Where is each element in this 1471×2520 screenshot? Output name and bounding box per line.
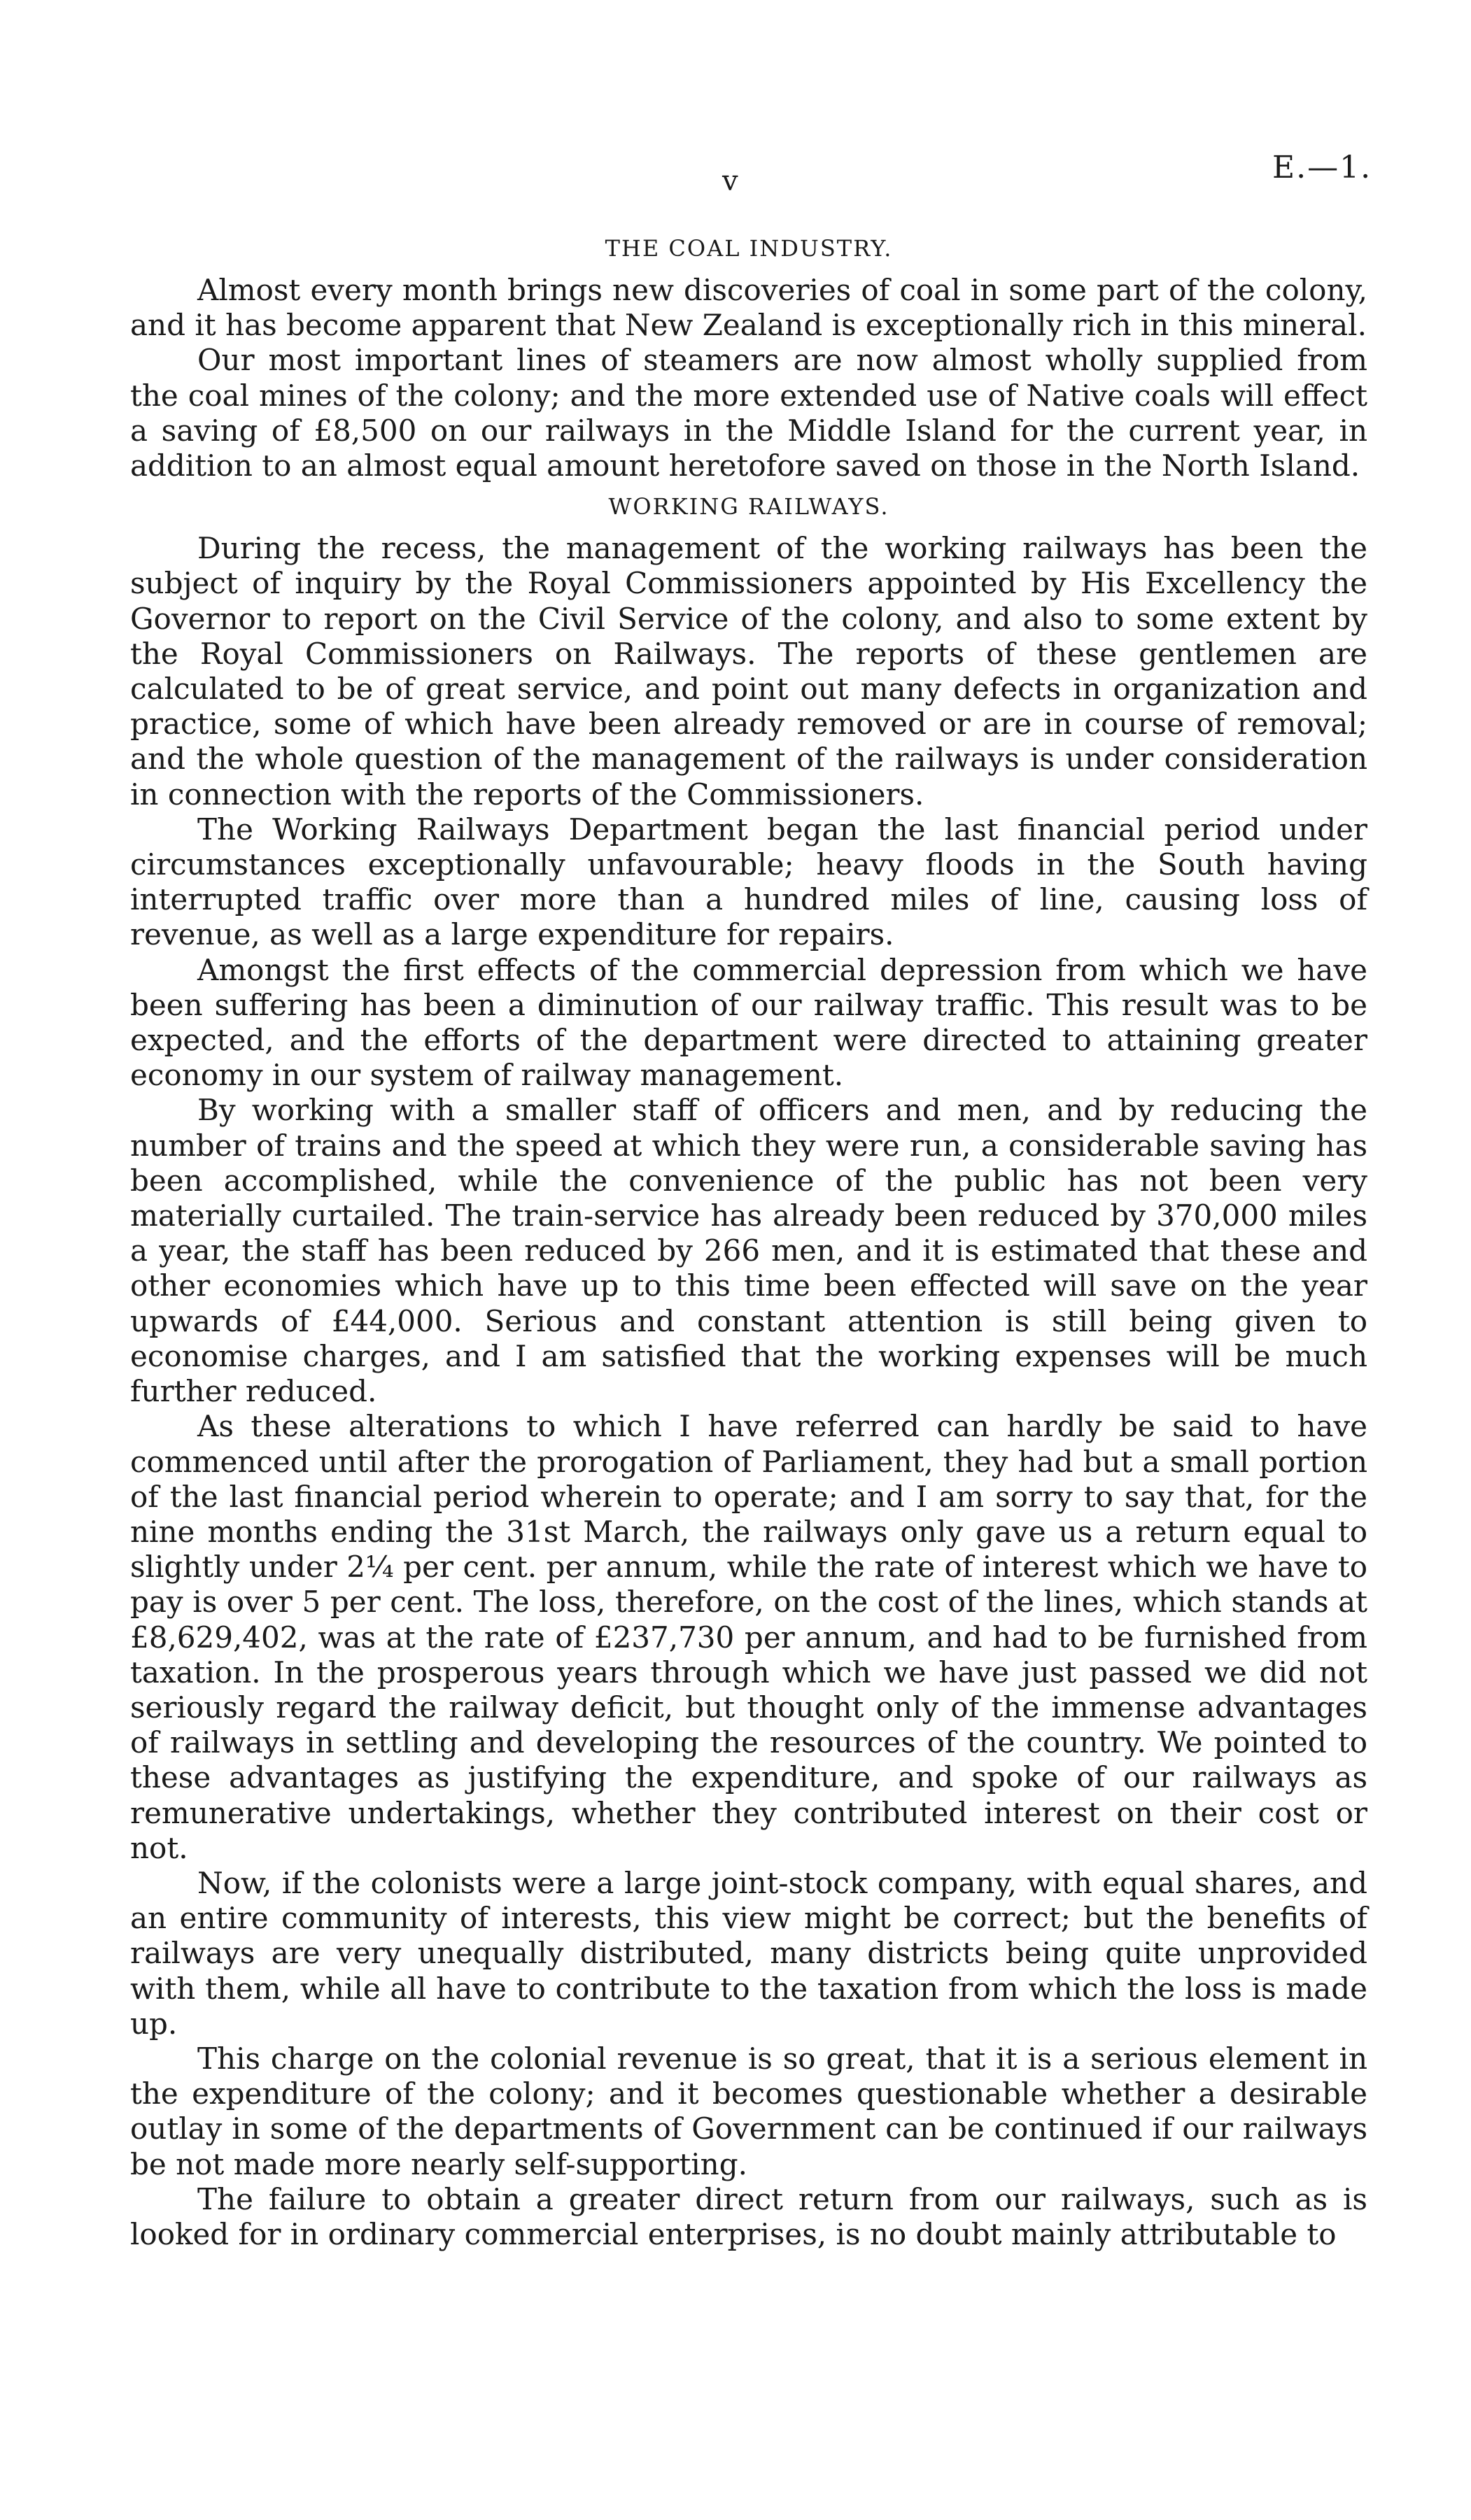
section-heading-coal-industry: THE COAL INDUSTRY. [605,235,893,262]
paragraph: Now, if the colonists were a large joint-stock company, with equal shares, and an entire community of interests, this view might be correct; but the benefits of railways are very unequally distributed, many districts being quite unprovided with them, while all have to contribute to the taxation from which the loss is made up. [130,1865,1367,2041]
paragraph: During the recess, the management of the working railways has been the subject of inquiry by the Royal Commissioners appointed by His Excellency the Governor to report on the Civil Service of the colony, and also to some extent by the Royal Commissioners on Railways. The reports of these gentlemen are calculated to be of great service, and point out many defects in organization and practice, some of which have been already removed or are in course of removal; and the whole question of the management of the railways is under consideration in connection with the reports of the Commissioners. [130,531,1367,812]
section-heading-working-railways: WORKING RAILWAYS. [608,493,889,521]
paragraph: The Working Railways Department began the last financial period under circumstances exceptionally unfavourable; heavy floods in the South having interrupted traffic over more than a hundred miles of line, causing loss of revenue, as well as a large expenditure for repairs. [130,812,1367,952]
paragraph: By working with a smaller staff of officers and men, and by reducing the number of trains and the speed at which they were run, a considerable saving has been accomplished, while the convenience of the public has not been very materially curtailed. The train-service has already been reduced by 370,000 miles a year, the staff has been reduced by 266 men, and it is estimated that these and other economies which have up to this time been effected will save on the year upwards of £44,000. Serious and constant attention is still being given to economise charges, and I am satisfied that the working expenses will be much further reduced. [130,1093,1367,1409]
paragraph: The failure to obtain a greater direct return from our railways, such as is looked for in ordinary commercial enterprises, is no doubt mainly attributable to [130,2181,1367,2251]
paragraph: Amongst the first effects of the commercial depression from which we have been suffering has been a diminution of our railway traffic. This result was to be expected, and the efforts of the department were directed to attaining greater economy in our system of railway management. [130,952,1367,1093]
paragraph: As these alterations to which I have referred can hardly be said to have commenced until after the prorogation of Parliament, they had but a small portion of the last financial period wherein to operate; and I am sorry to say that, for the nine months ending the 31st March, the railways only gave us a return equal to slightly under 2¼ per cent. per annum, while the rate of interest which we have to pay is over 5 per cent. The loss, therefore, on the cost of the lines, which stands at £8,629,402, was at the rate of £237,730 per annum, and had to be furnished from taxation. In the prosperous years through which we have just passed we did not seriously regard the railway deficit, but thought only of the immense advantages of railways in settling and developing the resources of the country. We pointed to these advantages as justifying the expenditure, and spoke of our railways as remunerative undertakings, whether they contributed interest on their cost or not. [130,1409,1367,1865]
series-code: E.—1. [1272,150,1372,185]
page-number: v [722,165,739,197]
paragraph: Our most important lines of steamers are now almost wholly supplied from the coal mines of the colony; and the more extended use of Native coals will effect a saving of £8,500 on our railways in the Middle Island for the current year, in addition to an almost equal amount heretofore saved on those in the North Island. [130,343,1367,483]
paragraph: Almost every month brings new discoveries of coal in some part of the colony, and it has become apparent that New Zealand is exceptionally rich in this mineral. [130,273,1367,343]
page-body [130,231,1367,2252]
paragraph: This charge on the colonial revenue is so great, that it is a serious element in the expenditure of the colony; and it becomes questionable whether a desirable outlay in some of the departments of Government can be continued if our railways be not made more nearly self-supporting. [130,2041,1367,2181]
